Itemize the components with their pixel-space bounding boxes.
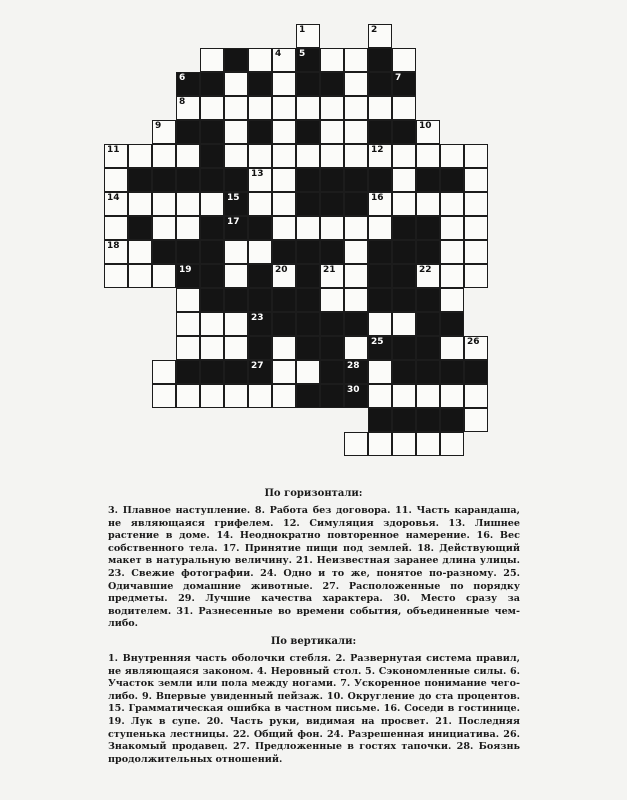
black-cell (248, 120, 272, 144)
grid-cell[interactable] (224, 120, 248, 144)
black-cell (128, 216, 152, 240)
black-cell (272, 312, 296, 336)
grid-cell[interactable] (224, 72, 248, 96)
grid-cell[interactable] (344, 144, 368, 168)
grid-cell[interactable] (440, 144, 464, 168)
black-cell (248, 72, 272, 96)
black-cell (416, 168, 440, 192)
grid-cell[interactable] (344, 96, 368, 120)
black-cell (320, 384, 344, 408)
grid-cell[interactable] (344, 264, 368, 288)
grid-cell[interactable] (248, 240, 272, 264)
grid-cell[interactable] (344, 72, 368, 96)
black-cell (392, 264, 416, 288)
black-cell (248, 360, 272, 384)
grid-cell[interactable] (296, 96, 320, 120)
grid-cell[interactable] (224, 264, 248, 288)
black-cell (416, 312, 440, 336)
black-cell (128, 168, 152, 192)
clue-number: 11 (107, 145, 120, 155)
grid-cell[interactable] (176, 336, 200, 360)
grid-cell[interactable] (152, 192, 176, 216)
grid-cell[interactable] (368, 312, 392, 336)
black-cell (200, 144, 224, 168)
clue-number: 1 (299, 25, 306, 35)
black-cell (176, 264, 200, 288)
black-cell (224, 48, 248, 72)
grid-cell[interactable] (416, 144, 440, 168)
black-cell (296, 192, 320, 216)
black-cell (464, 360, 488, 384)
clue-number: 13 (251, 169, 264, 179)
grid-cell[interactable] (320, 96, 344, 120)
black-cell (176, 120, 200, 144)
grid-cell[interactable] (200, 48, 224, 72)
grid-cell[interactable] (344, 432, 368, 456)
grid-cell[interactable] (440, 432, 464, 456)
grid-cell[interactable] (344, 216, 368, 240)
grid-cell[interactable] (272, 168, 296, 192)
grid-cell[interactable] (104, 144, 128, 168)
black-cell (344, 360, 368, 384)
grid-cell[interactable] (224, 144, 248, 168)
clue-number: 15 (227, 193, 240, 203)
grid-cell[interactable] (392, 432, 416, 456)
grid-cell[interactable] (176, 288, 200, 312)
grid-cell[interactable] (320, 264, 344, 288)
grid-cell[interactable] (464, 264, 488, 288)
grid-cell[interactable] (152, 360, 176, 384)
black-cell (368, 168, 392, 192)
grid-cell[interactable] (296, 360, 320, 384)
black-cell (176, 240, 200, 264)
black-cell (176, 72, 200, 96)
black-cell (248, 288, 272, 312)
grid-cell[interactable] (248, 384, 272, 408)
grid-cell[interactable] (368, 216, 392, 240)
grid-cell[interactable] (344, 288, 368, 312)
black-cell (368, 72, 392, 96)
grid-cell[interactable] (368, 192, 392, 216)
grid-cell[interactable] (440, 264, 464, 288)
grid-cell[interactable] (416, 120, 440, 144)
black-cell (344, 168, 368, 192)
black-cell (392, 240, 416, 264)
grid-cell[interactable] (176, 144, 200, 168)
black-cell (392, 360, 416, 384)
black-cell (296, 264, 320, 288)
clue-number: 2 (371, 25, 378, 35)
grid-cell[interactable] (464, 408, 488, 432)
black-cell (368, 336, 392, 360)
black-cell (296, 48, 320, 72)
black-cell (392, 408, 416, 432)
grid-cell[interactable] (104, 240, 128, 264)
grid-cell[interactable] (416, 264, 440, 288)
grid-cell[interactable] (272, 264, 296, 288)
black-cell (320, 312, 344, 336)
grid-cell[interactable] (464, 168, 488, 192)
black-cell (440, 168, 464, 192)
grid-cell[interactable] (272, 360, 296, 384)
black-cell (392, 216, 416, 240)
grid-cell[interactable] (200, 384, 224, 408)
grid-cell[interactable] (224, 240, 248, 264)
grid-cell[interactable] (440, 240, 464, 264)
grid-cell[interactable] (368, 144, 392, 168)
black-cell (392, 336, 416, 360)
grid-cell[interactable] (176, 96, 200, 120)
black-cell (200, 120, 224, 144)
clue-number: 12 (371, 145, 384, 155)
grid-cell[interactable] (320, 120, 344, 144)
grid-cell[interactable] (368, 96, 392, 120)
grid-cell[interactable] (464, 240, 488, 264)
grid-cell[interactable] (224, 384, 248, 408)
grid-cell[interactable] (272, 72, 296, 96)
black-cell (368, 288, 392, 312)
grid-cell[interactable] (392, 144, 416, 168)
grid-cell[interactable] (464, 192, 488, 216)
black-cell (248, 264, 272, 288)
grid-cell[interactable] (296, 144, 320, 168)
down-heading: По вертикали: (270, 636, 357, 647)
grid-cell[interactable] (224, 312, 248, 336)
grid-cell[interactable] (176, 384, 200, 408)
black-cell (368, 48, 392, 72)
black-cell (440, 360, 464, 384)
grid-cell[interactable] (392, 192, 416, 216)
grid-cell[interactable] (464, 216, 488, 240)
clue-number: 4 (275, 49, 282, 59)
black-cell (320, 240, 344, 264)
grid-cell[interactable] (392, 312, 416, 336)
black-cell (200, 240, 224, 264)
clue-number: 9 (155, 121, 162, 131)
black-cell (392, 72, 416, 96)
black-cell (296, 336, 320, 360)
black-cell (248, 336, 272, 360)
black-cell (176, 168, 200, 192)
grid-cell[interactable] (440, 192, 464, 216)
clue-number: 17 (227, 217, 240, 227)
black-cell (440, 408, 464, 432)
grid-cell[interactable] (392, 168, 416, 192)
clue-number: 30 (347, 385, 360, 395)
black-cell (344, 192, 368, 216)
black-cell (248, 216, 272, 240)
grid-cell[interactable] (200, 96, 224, 120)
clue-number: 20 (275, 265, 288, 275)
grid-cell[interactable] (152, 120, 176, 144)
clue-number: 7 (395, 73, 402, 83)
grid-cell[interactable] (248, 168, 272, 192)
black-cell (224, 360, 248, 384)
black-cell (320, 192, 344, 216)
grid-cell[interactable] (368, 432, 392, 456)
grid-cell[interactable] (296, 216, 320, 240)
grid-cell[interactable] (416, 432, 440, 456)
clue-number: 28 (347, 361, 360, 371)
black-cell (368, 264, 392, 288)
grid-cell[interactable] (272, 216, 296, 240)
grid-cell[interactable] (152, 144, 176, 168)
clue-number: 6 (179, 73, 186, 83)
black-cell (320, 360, 344, 384)
clue-number: 25 (371, 337, 384, 347)
grid-cell[interactable] (440, 288, 464, 312)
clue-number: 26 (467, 337, 480, 347)
grid-cell[interactable] (368, 360, 392, 384)
grid-cell[interactable] (128, 264, 152, 288)
black-cell (296, 72, 320, 96)
grid-cell[interactable] (248, 48, 272, 72)
grid-cell[interactable] (344, 240, 368, 264)
grid-cell[interactable] (392, 48, 416, 72)
black-cell (320, 72, 344, 96)
clue-number: 10 (419, 121, 432, 131)
grid-cell[interactable] (248, 96, 272, 120)
black-cell (152, 168, 176, 192)
grid-cell[interactable] (272, 120, 296, 144)
clue-number: 27 (251, 361, 264, 371)
black-cell (200, 360, 224, 384)
grid-cell[interactable] (272, 384, 296, 408)
black-cell (416, 240, 440, 264)
grid-cell[interactable] (224, 96, 248, 120)
grid-cell[interactable] (200, 312, 224, 336)
clue-number: 22 (419, 265, 432, 275)
black-cell (368, 240, 392, 264)
grid-cell[interactable] (344, 336, 368, 360)
grid-cell[interactable] (176, 312, 200, 336)
black-cell (296, 384, 320, 408)
black-cell (200, 72, 224, 96)
grid-cell[interactable] (464, 336, 488, 360)
grid-cell[interactable] (344, 120, 368, 144)
black-cell (392, 120, 416, 144)
grid-cell[interactable] (368, 24, 392, 48)
black-cell (320, 336, 344, 360)
grid-cell[interactable] (440, 336, 464, 360)
grid-cell[interactable] (200, 336, 224, 360)
across-heading: По горизонтали: (264, 488, 363, 499)
grid-cell[interactable] (272, 96, 296, 120)
grid-cell[interactable] (272, 192, 296, 216)
grid-cell[interactable] (272, 144, 296, 168)
black-cell (224, 168, 248, 192)
grid-cell[interactable] (464, 384, 488, 408)
clue-number: 19 (179, 265, 192, 275)
clue-number: 21 (323, 265, 336, 275)
black-cell (440, 312, 464, 336)
clue-number: 14 (107, 193, 120, 203)
black-cell (296, 240, 320, 264)
across-clues: 3. Плавное наступление. 8. Работа без договора. 11. Часть карандаша, не являющаяся грифелем. 12. Симуляция здоровья. 13. Лишнее растение в доме. 14. Неоднократно повторенное намерение. 16. Вес собственного тела. 17. Принятие пищи под землей. 18. Действующий макет в натуральную величину. 21. Неизвестная заранее длина улицы. 23. Свежие фотографии. 24. Одно и то же, понятое по-разному. 25. Одичавшие домашние животные. 27. Расположенные по порядку предметы. 29. Лучшие качества характера. 30. Место сразу за водителем. 31. Разнесенные во времени события, объединенные чем-либо. (108, 505, 520, 630)
grid-cell[interactable] (128, 192, 152, 216)
grid-cell[interactable] (320, 288, 344, 312)
grid-cell[interactable] (152, 384, 176, 408)
black-cell (344, 384, 368, 408)
black-cell (272, 240, 296, 264)
grid-cell[interactable] (440, 216, 464, 240)
grid-cell[interactable] (128, 144, 152, 168)
grid-cell[interactable] (272, 336, 296, 360)
black-cell (416, 408, 440, 432)
black-cell (200, 168, 224, 192)
black-cell (200, 264, 224, 288)
black-cell (416, 360, 440, 384)
black-cell (320, 168, 344, 192)
black-cell (368, 120, 392, 144)
grid-cell[interactable] (152, 264, 176, 288)
grid-cell[interactable] (128, 240, 152, 264)
grid-cell[interactable] (368, 384, 392, 408)
grid-cell[interactable] (320, 216, 344, 240)
grid-cell[interactable] (104, 192, 128, 216)
grid-cell[interactable] (344, 48, 368, 72)
grid-cell[interactable] (200, 192, 224, 216)
black-cell (344, 312, 368, 336)
black-cell (416, 216, 440, 240)
grid-cell[interactable] (248, 192, 272, 216)
black-cell (368, 408, 392, 432)
grid-cell[interactable] (296, 24, 320, 48)
down-clues: 1. Внутренняя часть оболочки стебля. 2. Развернутая система правил, не являющаяся законом. 4. Неровный стол. 5. Сэкономленные силы. 6. Участок земли или пола между ногами. 7. Ускоренное понимание чего-либо. 9. Впервые увиденный пейзаж. 10. Округление до ста процентов. 15. Грамматическая ошибка в частном письме. 16. Соседи в гостинице. 19. Лук в супе. 20. Часть руки, видимая на просвет. 21. Последняя ступенька лестницы. 22. Общий фон. 24. Разрешенная инициатива. 26. Знакомый продавец. 27. Предложенные в гостях тапочки. 28. Боязнь продолжительных отношений. (108, 653, 520, 765)
black-cell (224, 216, 248, 240)
black-cell (224, 192, 248, 216)
black-cell (392, 288, 416, 312)
grid-cell[interactable] (464, 144, 488, 168)
black-cell (200, 288, 224, 312)
grid-cell[interactable] (224, 336, 248, 360)
grid-cell[interactable] (152, 216, 176, 240)
black-cell (152, 240, 176, 264)
black-cell (296, 312, 320, 336)
grid-cell[interactable] (440, 384, 464, 408)
grid-cell[interactable] (392, 96, 416, 120)
clue-number: 23 (251, 313, 264, 323)
clue-number: 8 (179, 97, 186, 107)
black-cell (224, 288, 248, 312)
black-cell (416, 288, 440, 312)
black-cell (248, 312, 272, 336)
clue-number: 18 (107, 241, 120, 251)
grid-cell[interactable] (416, 384, 440, 408)
black-cell (416, 336, 440, 360)
black-cell (296, 288, 320, 312)
clue-number: 16 (371, 193, 384, 203)
grid-cell[interactable] (104, 264, 128, 288)
grid-cell[interactable] (320, 48, 344, 72)
crossword-grid (104, 24, 524, 456)
grid-cell[interactable] (104, 168, 128, 192)
black-cell (272, 288, 296, 312)
grid-cell[interactable] (320, 144, 344, 168)
grid-cell[interactable] (416, 192, 440, 216)
black-cell (296, 168, 320, 192)
grid-cell[interactable] (248, 144, 272, 168)
grid-cell[interactable] (272, 48, 296, 72)
grid-cell[interactable] (176, 216, 200, 240)
black-cell (200, 216, 224, 240)
clue-number: 5 (299, 49, 306, 59)
grid-cell[interactable] (392, 384, 416, 408)
black-cell (176, 360, 200, 384)
grid-cell[interactable] (176, 192, 200, 216)
black-cell (296, 120, 320, 144)
grid-cell[interactable] (104, 216, 128, 240)
